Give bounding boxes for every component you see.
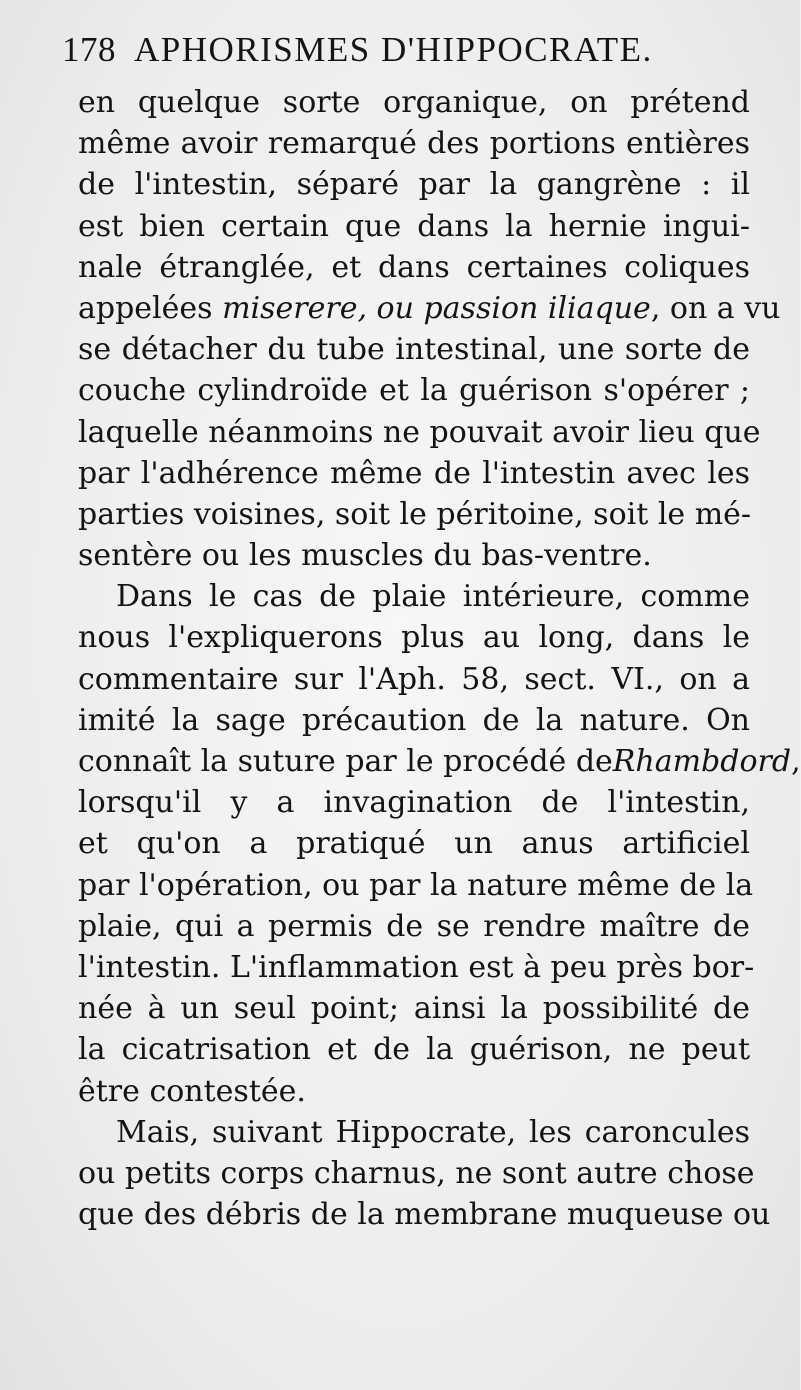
text-line: se détacher du tube intestinal, une sorte de <box>78 332 750 368</box>
italic-name: Rhambdord <box>612 744 792 779</box>
text-line: être contestée. <box>78 1073 306 1109</box>
text-line: née à un seul point; ainsi la possibilité de <box>78 991 750 1027</box>
text-line: la cicatrisation et de la guérison, ne peut <box>78 1032 750 1068</box>
text-line: Mais, suivant Hippocrate, les caroncules <box>116 1114 750 1150</box>
text-line: de l'intestin, séparé par la gangrène : il <box>78 167 750 203</box>
text-line: même avoir remarqué des portions entières <box>78 126 750 162</box>
text-line: parties voisines, soit le péritoine, soit le mé- <box>78 496 752 532</box>
text-line: commentaire sur l'Aph. 58, sect. VI., on a <box>78 661 750 697</box>
text-line: ou petits corps charnus, ne sont autre chose <box>78 1155 755 1191</box>
text-line: est bien certain que dans la hernie ingui- <box>78 208 750 244</box>
text-line: l'intestin. L'inflammation est à peu près bor- <box>78 949 755 985</box>
text-line <box>78 288 781 329</box>
text-span: appelées <box>78 290 223 326</box>
running-title: APHORISMES D'HIPPOCRATE. <box>134 30 653 69</box>
text-span: , on a vu <box>650 290 781 326</box>
text-line: par l'adhérence même de l'intestin avec les <box>78 455 750 491</box>
text-span: connaît la suture par le procédé de <box>78 744 613 779</box>
body-text <box>78 82 801 1235</box>
italic-term: miserere, ou passion iliaque <box>222 290 651 326</box>
page-number: 178 <box>62 30 116 69</box>
text-line: couche cylindroïde et la guérison s'opérer ; <box>78 373 750 409</box>
text-line: Dans le cas de plaie intérieure, comme <box>116 579 750 615</box>
text-line: par l'opération, ou par la nature même de la <box>78 867 754 903</box>
text-line: sentère ou les muscles du bas-ventre. <box>78 538 652 574</box>
text-line: lorsqu'il y a invagination de l'intestin, <box>78 785 750 821</box>
text-line: que des débris de la membrane muqueuse ou <box>78 1197 771 1233</box>
text-line <box>78 741 801 782</box>
text-line: plaie, qui a permis de se rendre maître de <box>78 908 750 944</box>
page-header <box>62 30 762 74</box>
text-line: laquelle néanmoins ne pouvait avoir lieu que <box>78 414 761 450</box>
text-line: nale étranglée, et dans certaines coliques <box>78 249 750 285</box>
text-line: imité la sage précaution de la nature. On <box>78 702 750 738</box>
text-line: nous l'expliquerons plus au long, dans le <box>78 620 750 656</box>
text-line: en quelque sorte organique, on prétend <box>78 85 750 120</box>
text-line: et qu'on a pratiqué un anus artificiel <box>78 826 750 862</box>
text-span: , <box>791 744 801 779</box>
